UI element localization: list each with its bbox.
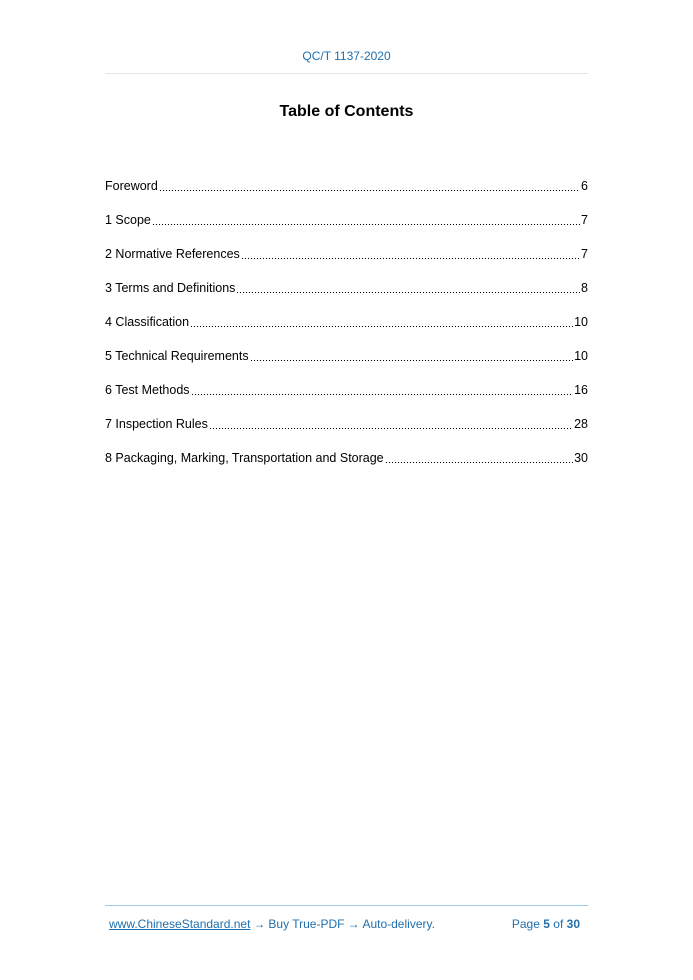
chinesestandard-link[interactable]: www.ChineseStandard.net [109, 917, 251, 931]
toc-entry-packaging[interactable] [105, 433, 588, 467]
toc-entry-label: Foreword [105, 179, 158, 193]
toc-leader-dots [241, 258, 580, 259]
page-total: 30 [566, 917, 580, 931]
toc-leader-dots [385, 462, 573, 463]
toc-title: Table of Contents [279, 103, 414, 120]
toc-entry-page: 10 [574, 349, 588, 363]
toc-entry-classification[interactable] [105, 297, 588, 331]
toc-entry-page: 16 [574, 383, 588, 397]
toc-entry-test-methods[interactable] [105, 365, 588, 399]
toc-entry-label: 5 Technical Requirements [105, 349, 249, 363]
toc-entry-inspection-rules[interactable] [105, 399, 588, 433]
toc-entry-scope[interactable] [105, 195, 588, 229]
toc-leader-dots [209, 428, 573, 429]
page-current: 5 [543, 917, 550, 931]
toc-entry-page: 7 [581, 247, 588, 261]
toc-entry-page: 7 [581, 213, 588, 227]
toc-leader-dots [152, 224, 580, 225]
toc-leader-dots [236, 292, 580, 293]
toc-leader-dots [159, 190, 580, 191]
toc-entry-label: 2 Normative References [105, 247, 240, 261]
toc-entry-label: 1 Scope [105, 213, 151, 227]
toc-entry-terms-definitions[interactable] [105, 263, 588, 297]
page-footer [105, 905, 588, 936]
toc-entry-technical-requirements[interactable] [105, 331, 588, 365]
page-of: of [553, 917, 564, 931]
toc-entry-page: 10 [574, 315, 588, 329]
toc-leader-dots [250, 360, 573, 361]
footer-promo [109, 917, 435, 931]
arrow-right-icon: → [347, 917, 360, 931]
toc-entry-page: 30 [574, 451, 588, 465]
toc-list [105, 161, 588, 467]
toc-entry-foreword[interactable] [105, 161, 588, 195]
toc-entry-normative-references[interactable] [105, 229, 588, 263]
toc-entry-label: 6 Test Methods [105, 383, 190, 397]
toc-leader-dots [190, 326, 573, 327]
arrow-right-icon: → [253, 917, 266, 931]
toc-entry-label: 3 Terms and Definitions [105, 281, 236, 295]
toc-entry-label: 7 Inspection Rules [105, 417, 208, 431]
page-number [512, 917, 580, 931]
toc-leader-dots [191, 394, 574, 395]
toc-entry-page: 28 [574, 417, 588, 431]
page-prefix: Page [511, 917, 540, 931]
page-header [105, 0, 588, 74]
buy-true-pdf-text: Buy True-PDF [268, 917, 345, 931]
toc-entry-label: 8 Packaging, Marking, Transportation and Storage [105, 451, 384, 465]
auto-delivery-text: Auto-delivery. [362, 917, 435, 931]
toc-entry-page: 6 [581, 179, 588, 193]
standard-code: QC/T 1137-2020 [302, 49, 391, 63]
toc-entry-label: 4 Classification [105, 315, 190, 329]
toc-entry-page: 8 [581, 281, 588, 295]
